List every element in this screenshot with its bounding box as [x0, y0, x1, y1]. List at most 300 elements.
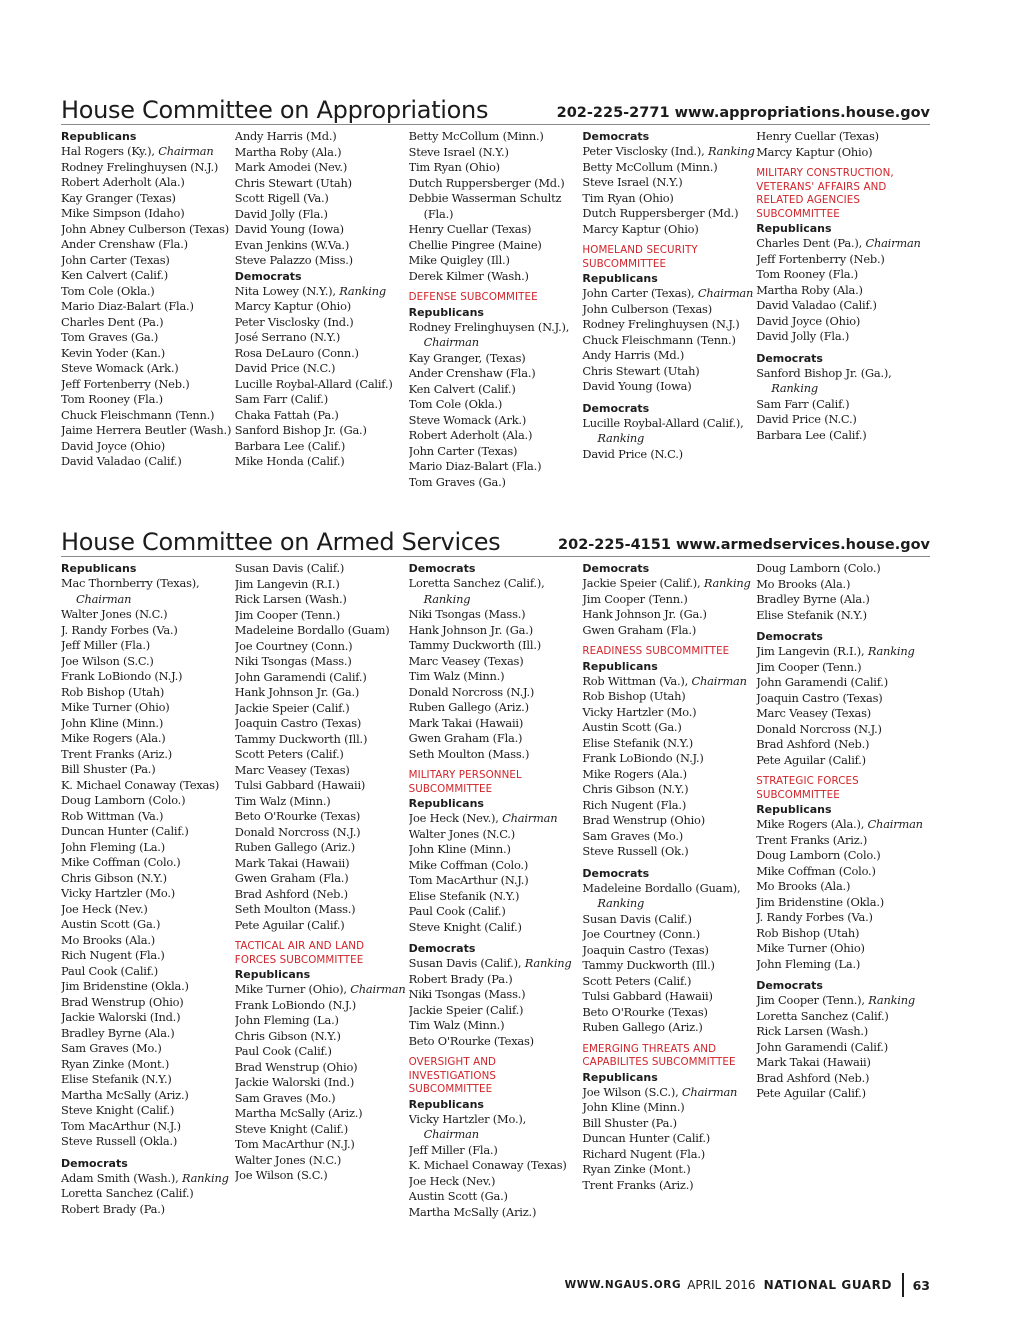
member-entry: [235, 207, 409, 223]
member-name: Joe Wilson (S.C.): [61, 653, 154, 668]
member-entry: [61, 206, 235, 222]
member-entry: [61, 809, 235, 825]
member-name: Joaquin Castro (Texas): [234, 716, 362, 730]
member-name: Duncan Hunter (Calif.): [61, 824, 189, 838]
member-name: Martha McSally (Ariz.): [234, 1106, 363, 1120]
member-name: Dutch Ruppersberger (Md.): [408, 175, 565, 190]
member-entry: [61, 964, 235, 980]
member-name: Andy Harris (Md.): [234, 129, 337, 143]
member-entry: [409, 576, 583, 607]
member-entry: [582, 286, 756, 302]
member-name: Derek Kilmer (Wash.): [408, 268, 529, 283]
member-entry: [61, 284, 235, 300]
member-entry: [582, 1100, 756, 1116]
member-entry: [756, 577, 930, 593]
member-entry: [61, 1041, 235, 1057]
member-name: Tim Ryan (Ohio): [408, 160, 500, 174]
member-name: Mike Coffman (Colo.): [408, 857, 529, 872]
member-name: Austin Scott (Ga.): [61, 917, 161, 931]
member-entry: [235, 701, 409, 717]
member-entry: [61, 933, 235, 949]
member-name: Tom Graves (Ga.): [61, 330, 159, 344]
party-heading: Democrats: [582, 130, 650, 143]
member-entry: [582, 206, 756, 222]
member-name: Joe Wilson (S.C.): [234, 1168, 328, 1182]
member-entry: [582, 844, 756, 860]
member-name: Ken Calvert (Calif.): [61, 268, 168, 282]
member-name: Ander Crenshaw (Fla.): [61, 237, 188, 251]
member-entry: [409, 987, 583, 1003]
member-entry: [235, 377, 409, 393]
member-name: Paul Cook (Calif.): [408, 904, 506, 918]
member-name: Paul Cook (Calif.): [61, 963, 159, 978]
member-entry: [235, 998, 409, 1014]
member-role: Chairman: [423, 1127, 479, 1141]
member-entry: [582, 689, 756, 705]
member-entry: [235, 918, 409, 934]
member-name: Brad Wenstrup (Ohio): [61, 994, 184, 1009]
member-name: Elise Stefanik (N.Y.): [756, 607, 867, 622]
member-entry: [756, 1071, 930, 1087]
member-name: Steve Knight (Calif.): [61, 1103, 175, 1117]
member-name: Jackie Walorski (Ind.): [61, 1010, 181, 1024]
member-name: Mario Diaz-Balart (Fla.): [61, 299, 194, 313]
member-entry: [235, 840, 409, 856]
member-entry: [756, 1024, 930, 1040]
party-heading: Democrats: [234, 269, 302, 283]
member-name: Kay Granger, (Texas): [408, 350, 526, 365]
member-entry: [61, 144, 235, 160]
member-entry: [582, 1085, 756, 1101]
subcommittee-heading: STRATEGIC FORCES SUBCOMMITTEE: [756, 775, 859, 801]
party-heading: Republicans: [408, 1097, 484, 1111]
member-name: Ken Calvert (Calif.): [408, 381, 516, 396]
member-entry: [61, 268, 235, 284]
member-name: Ruben Gallego (Ariz.): [582, 1020, 703, 1034]
member-name: Niki Tsongas (Mass.): [408, 987, 526, 1001]
member-name: Walter Jones (N.C.): [61, 607, 168, 621]
member-entry: [61, 237, 235, 253]
member-name: Lucille Roybal-Allard (Calif.): [234, 376, 393, 391]
party-heading: Democrats: [756, 351, 823, 365]
member-entry: [756, 1086, 930, 1102]
member-entry: [756, 412, 930, 428]
member-entry: [235, 160, 409, 176]
member-column: [409, 561, 583, 1220]
member-name: Jim Cooper (Tenn.): [582, 591, 688, 606]
member-entry: [61, 222, 235, 238]
member-name: Steve Womack (Ark.): [408, 412, 527, 427]
member-name: Jeff Miller (Fla.): [408, 1142, 498, 1157]
member-name: Mac Thornberry (Texas),: [61, 576, 200, 590]
member-entry: [235, 191, 409, 207]
subcommittee-heading: TACTICAL AIR AND LAND FORCES SUBCOMMITTEE: [234, 940, 365, 966]
armed-services-section: [61, 520, 930, 1220]
member-name: Tim Walz (Minn.): [234, 793, 331, 808]
section-title: House Committee on Appropriations: [61, 96, 489, 124]
subcommittee-heading: OVERSIGHT AND INVESTIGATIONS SUBCOMMITTEE: [408, 1056, 497, 1095]
member-entry: [409, 700, 583, 716]
member-name: Tom Cole (Okla.): [61, 283, 155, 298]
member-entry: [582, 160, 756, 176]
member-entry: [756, 737, 930, 753]
member-entry: [61, 793, 235, 809]
member-name: Susan Davis (Calif.): [582, 911, 692, 926]
member-entry: [582, 798, 756, 814]
member-name: John Garamendi (Calif.): [756, 1039, 888, 1054]
member-name: Bradley Byrne (Ala.): [61, 1025, 175, 1040]
page-number: 63: [912, 1277, 930, 1293]
section-header: [61, 520, 930, 557]
member-entry: [61, 747, 235, 763]
member-entry: [61, 1057, 235, 1073]
member-name: Martha McSally (Ariz.): [408, 1204, 537, 1219]
member-entry: [582, 222, 756, 238]
member-entry: [409, 428, 583, 444]
section-contact: 202-225-4151 www.armedservices.house.gov: [558, 536, 930, 553]
member-entry: [235, 1013, 409, 1029]
member-name: Donald Norcross (N.J.): [234, 824, 361, 839]
member-name: Brad Ashford (Neb.): [756, 1070, 870, 1085]
member-name: Trent Franks (Ariz.): [582, 1177, 694, 1192]
member-entry: [235, 392, 409, 408]
member-name: Lucille Roybal-Allard (Calif.),: [582, 415, 744, 430]
member-name: John Carter (Texas): [61, 252, 170, 267]
member-entry: [235, 315, 409, 331]
member-entry: [235, 856, 409, 872]
party-heading: Republicans: [408, 305, 484, 319]
member-entry: [582, 576, 756, 592]
member-entry: [61, 1072, 235, 1088]
member-entry: [756, 298, 930, 314]
member-entry: [235, 1106, 409, 1122]
member-name: J. Randy Forbes (Va.): [756, 910, 873, 924]
member-entry: [235, 1075, 409, 1091]
member-entry: [409, 366, 583, 382]
member-role: Chairman: [697, 286, 754, 300]
member-entry: [756, 145, 930, 161]
member-name: Rodney Frelinghuysen (N.J.): [582, 317, 740, 331]
member-name: Austin Scott (Ga.): [408, 1189, 508, 1203]
member-name: Chris Stewart (Utah): [234, 175, 352, 190]
member-name: Tom Cole (Okla.): [408, 397, 503, 411]
member-name: Austin Scott (Ga.): [582, 720, 682, 734]
subcommittee-heading: MILITARY PERSONNEL SUBCOMMITTEE: [408, 769, 522, 795]
member-name: Duncan Hunter (Calif.): [582, 1131, 711, 1145]
member-name: Joaquin Castro (Texas): [582, 942, 709, 957]
member-name: Seth Moulton (Mass.): [408, 746, 530, 761]
member-entry: [61, 855, 235, 871]
member-name: Sam Farr (Calif.): [234, 392, 328, 406]
member-name: Beto O'Rourke (Texas): [582, 1004, 708, 1019]
member-name: Tom MacArthur (N.J.): [408, 873, 529, 887]
member-name: Hal Rogers (Ky.),: [61, 144, 159, 158]
member-name: Charles Dent (Pa.),: [756, 236, 866, 250]
member-name: Robert Aderholt (Ala.): [61, 175, 185, 189]
member-name: Mark Takai (Hawaii): [408, 715, 524, 730]
member-entry: [235, 454, 409, 470]
member-name: Robert Brady (Pa.): [61, 1201, 165, 1216]
member-name: Mario Diaz-Balart (Fla.): [408, 459, 542, 473]
member-name: Betty McCollum (Minn.): [408, 129, 544, 143]
member-entry: [409, 413, 583, 429]
member-column: [61, 561, 235, 1220]
member-name: Madeleine Bordallo (Guam): [234, 623, 390, 637]
member-name: David Jolly (Fla.): [234, 206, 328, 221]
section-header: [61, 88, 930, 125]
member-entry: [235, 439, 409, 455]
member-entry: [756, 314, 930, 330]
member-name: Rich Nugent (Fla.): [61, 948, 165, 962]
member-column: [61, 129, 235, 490]
member-name: David Price (N.C.): [234, 361, 336, 375]
member-entry: [409, 685, 583, 701]
member-name: Susan Davis (Calif.),: [408, 956, 525, 970]
member-entry: [61, 377, 235, 393]
member-name: Sam Graves (Mo.): [234, 1090, 336, 1105]
member-entry: [61, 607, 235, 623]
member-entry: [61, 315, 235, 331]
section-contact: 202-225-2771 www.appropriations.house.gov: [556, 104, 930, 121]
member-entry: [409, 638, 583, 654]
member-name: Martha Roby (Ala.): [234, 144, 342, 159]
member-name: Chuck Fleischmann (Tenn.): [61, 407, 215, 422]
member-entry: [409, 129, 583, 145]
member-entry: [235, 747, 409, 763]
member-entry: [235, 129, 409, 145]
member-name: José Serrano (N.Y.): [234, 330, 341, 344]
member-entry: [235, 608, 409, 624]
member-entry: [235, 346, 409, 362]
member-entry: [409, 1018, 583, 1034]
subcommittee-heading: MILITARY CONSTRUCTION, VETERANS' AFFAIRS AND RELATED AGENCIES SUBCOMMITTEE: [756, 167, 894, 220]
member-name: Madeleine Bordallo (Guam),: [582, 880, 741, 895]
member-entry: [235, 1168, 409, 1184]
member-name: Chuck Fleischmann (Tenn.): [582, 332, 736, 347]
member-name: Ryan Zinke (Mont.): [582, 1162, 691, 1176]
member-name: Hank Johnson Jr. (Ga.): [408, 622, 533, 637]
member-entry: [582, 705, 756, 721]
member-name: Mike Honda (Calif.): [234, 454, 345, 468]
member-entry: [235, 222, 409, 238]
member-entry: [582, 974, 756, 990]
member-name: Mo Brooks (Ala.): [756, 879, 851, 893]
member-entry: [409, 654, 583, 670]
member-name: Rich Nugent (Fla.): [582, 797, 687, 812]
member-name: Tulsi Gabbard (Hawaii): [234, 778, 366, 792]
member-name: Doug Lamborn (Colo.): [756, 561, 881, 575]
member-name: David Jolly (Fla.): [756, 329, 850, 343]
member-entry: [756, 1040, 930, 1056]
footer-divider: [902, 1273, 904, 1297]
member-name: Kevin Yoder (Kan.): [61, 345, 166, 360]
member-entry: [756, 592, 930, 608]
member-name: Brad Wenstrup (Ohio): [234, 1059, 358, 1074]
member-name: Mike Quigley (Ill.): [408, 253, 510, 267]
member-name: David Joyce (Ohio): [756, 313, 861, 328]
member-entry: [409, 827, 583, 843]
member-name: Mark Takai (Hawaii): [234, 855, 350, 870]
member-entry: [756, 1009, 930, 1025]
party-heading: Republicans: [756, 222, 832, 235]
member-entry: [235, 902, 409, 918]
member-column: [235, 561, 409, 1220]
member-name: Tom Graves (Ga.): [408, 474, 506, 489]
member-name: Marcy Kaptur (Ohio): [756, 144, 873, 159]
member-entry: [235, 1044, 409, 1060]
member-entry: [409, 1174, 583, 1190]
member-name: Jim Cooper (Tenn.): [234, 607, 340, 622]
member-entry: [756, 706, 930, 722]
member-entry: [235, 732, 409, 748]
member-entry: [756, 397, 930, 413]
member-entry: [582, 751, 756, 767]
member-entry: [61, 778, 235, 794]
member-entry: [235, 685, 409, 701]
member-name: Jackie Speier (Calif.): [408, 1002, 524, 1017]
member-entry: [61, 423, 235, 439]
member-name: Doug Lamborn (Colo.): [61, 793, 186, 807]
member-name: Beto O'Rourke (Texas): [408, 1033, 534, 1048]
member-entry: [409, 731, 583, 747]
member-name: Sanford Bishop Jr. (Ga.): [234, 423, 367, 437]
member-name: Henry Cuellar (Texas): [408, 222, 532, 236]
member-name: Rob Bishop (Utah): [582, 689, 686, 703]
member-name: Trent Franks (Ariz.): [61, 746, 172, 761]
member-name: Jim Cooper (Tenn.),: [756, 993, 869, 1007]
party-heading: Republicans: [582, 659, 658, 673]
member-entry: [582, 829, 756, 845]
member-name: Marcy Kaptur (Ohio): [582, 221, 699, 236]
member-name: Rodney Frelinghuysen (N.J.): [61, 159, 219, 174]
member-name: Jim Bridenstine (Okla.): [61, 979, 189, 993]
member-entry: [409, 956, 583, 972]
member-entry: [235, 1060, 409, 1076]
member-name: Tulsi Gabbard (Hawaii): [582, 989, 713, 1003]
member-entry: [235, 145, 409, 161]
member-name: Joe Courtney (Conn.): [234, 638, 353, 653]
member-role: Chairman: [423, 335, 479, 349]
member-entry: [582, 416, 756, 447]
member-entry: [409, 191, 583, 222]
member-entry: [756, 722, 930, 738]
member-name: Hank Johnson Jr. (Ga.): [582, 607, 707, 621]
member-columns: [61, 561, 930, 1220]
member-role: Chairman: [865, 236, 921, 250]
member-name: John Garamendi (Calif.): [756, 675, 888, 689]
member-name: Ander Crenshaw (Fla.): [408, 366, 536, 380]
member-name: Jeff Fortenberry (Neb.): [756, 251, 885, 266]
member-name: Walter Jones (N.C.): [408, 826, 515, 841]
member-entry: [235, 871, 409, 887]
member-entry: [235, 778, 409, 794]
member-entry: [61, 685, 235, 701]
member-entry: [409, 351, 583, 367]
member-entry: [61, 995, 235, 1011]
member-entry: [61, 1171, 235, 1187]
member-entry: [756, 366, 930, 397]
member-name: Rob Bishop (Utah): [61, 684, 165, 699]
member-name: Sam Graves (Mo.): [582, 828, 684, 843]
member-name: Chris Gibson (N.Y.): [234, 1028, 341, 1043]
member-name: Chris Gibson (N.Y.): [61, 870, 167, 885]
member-entry: [409, 607, 583, 623]
member-entry: [61, 299, 235, 315]
member-role: Chairman: [76, 591, 132, 606]
member-name: Donald Norcross (N.J.): [756, 721, 882, 736]
member-role: Ranking: [524, 956, 572, 970]
member-entry: [235, 716, 409, 732]
member-entry: [409, 475, 583, 491]
member-entry: [582, 1131, 756, 1147]
member-name: Jim Cooper (Tenn.): [756, 659, 862, 674]
party-heading: Democrats: [582, 401, 650, 415]
member-name: Elise Stefanik (N.Y.): [582, 735, 694, 750]
member-name: Steve Russell (Okla.): [61, 1134, 178, 1148]
member-column: [756, 561, 930, 1220]
member-name: Jackie Speier (Calif.): [234, 700, 350, 715]
member-column: [582, 129, 756, 490]
party-heading: Republicans: [61, 562, 137, 575]
member-entry: [582, 1147, 756, 1163]
member-name: Steve Knight (Calif.): [408, 919, 522, 934]
member-entry: [235, 809, 409, 825]
member-entry: [756, 644, 930, 660]
member-name: Steve Russell (Ok.): [582, 844, 689, 858]
member-role: Chairman: [867, 817, 923, 831]
member-name: Seth Moulton (Mass.): [234, 902, 356, 916]
member-name: Frank LoBiondo (N.J.): [61, 669, 183, 683]
subcommittee-heading: HOMELAND SECURITY SUBCOMMITTEE: [582, 244, 698, 270]
member-entry: [756, 561, 930, 577]
member-entry: [756, 833, 930, 849]
member-name: John Fleming (La.): [61, 839, 165, 854]
member-entry: [235, 577, 409, 593]
member-entry: [756, 993, 930, 1009]
member-name: K. Michael Conaway (Texas): [408, 1158, 567, 1172]
member-name: Betty McCollum (Minn.): [582, 159, 718, 174]
member-name: Mike Coffman (Colo.): [756, 863, 876, 878]
member-entry: [409, 1112, 583, 1143]
page-footer: [565, 1274, 930, 1296]
member-name: Peter Visclosky (Ind.),: [582, 144, 708, 158]
member-entry: [409, 1189, 583, 1205]
member-role: Chairman: [158, 144, 214, 158]
member-name: Joe Heck (Nev.): [61, 901, 148, 916]
member-entry: [582, 927, 756, 943]
member-entry: [61, 638, 235, 654]
member-entry: [756, 910, 930, 926]
member-entry: [409, 811, 583, 827]
member-entry: [582, 720, 756, 736]
member-entry: [756, 879, 930, 895]
member-name: Walter Jones (N.C.): [234, 1152, 342, 1167]
member-name: Joe Heck (Nev.): [408, 1173, 496, 1188]
member-entry: [582, 1005, 756, 1021]
member-entry: [409, 1158, 583, 1174]
member-name: Robert Aderholt (Ala.): [408, 428, 533, 442]
member-entry: [235, 284, 409, 300]
member-entry: [409, 459, 583, 475]
member-name: Scott Peters (Calif.): [234, 747, 344, 761]
member-name: Tom Rooney (Fla.): [61, 392, 163, 406]
member-entry: [756, 129, 930, 145]
member-entry: [235, 176, 409, 192]
member-entry: [756, 941, 930, 957]
member-entry: [756, 660, 930, 676]
member-entry: [61, 253, 235, 269]
member-entry: [409, 889, 583, 905]
